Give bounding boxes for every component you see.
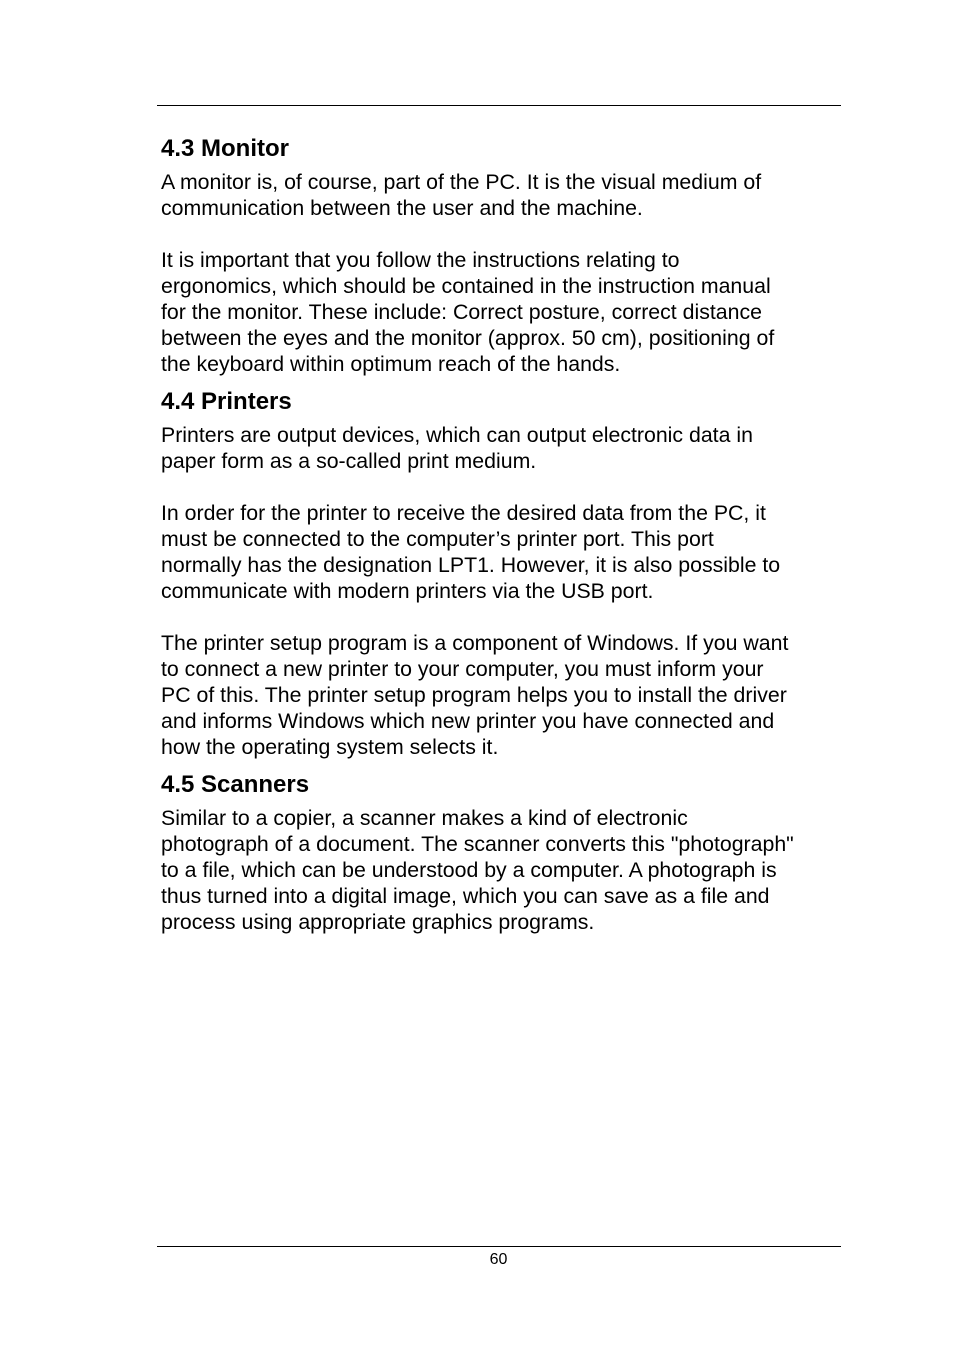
section-scanners xyxy=(161,769,851,935)
text-line: In order for the printer to receive the desired data from the PC, it xyxy=(161,501,766,525)
text-line: PC of this. The printer setup program helps you to install the driver xyxy=(161,683,787,707)
text-line: photograph of a document. The scanner converts this "photograph" xyxy=(161,832,794,856)
page-content xyxy=(161,133,851,935)
section-heading: 4.3 Monitor xyxy=(161,135,290,162)
section-printers xyxy=(161,386,851,760)
text-line: It is important that you follow the instructions relating to xyxy=(161,248,680,272)
text-line: between the eyes and the monitor (approx. 50 cm), positioning of xyxy=(161,326,775,350)
text-line: and informs Windows which new printer you have connected and xyxy=(161,709,775,733)
text-line: normally has the designation LPT1. However, it is also possible to xyxy=(161,553,781,577)
text-line: Similar to a copier, a scanner makes a kind of electronic xyxy=(161,806,688,830)
text-line: communication between the user and the machine. xyxy=(161,196,643,220)
paragraph xyxy=(161,500,851,604)
section-heading: 4.5 Scanners xyxy=(161,771,310,798)
section-monitor xyxy=(161,133,851,377)
text-line: the keyboard within optimum reach of the hands. xyxy=(161,352,621,376)
text-line: to connect a new printer to your computer, you must inform your xyxy=(161,657,764,681)
text-line: to a file, which can be understood by a computer. A photograph is xyxy=(161,858,777,882)
text-line: process using appropriate graphics programs. xyxy=(161,910,595,934)
header-rule xyxy=(157,105,841,106)
text-line: Printers are output devices, which can output electronic data in xyxy=(161,423,753,447)
text-line: paper form as a so-called print medium. xyxy=(161,449,537,473)
paragraph xyxy=(161,422,851,474)
paragraph xyxy=(161,169,851,221)
paragraph xyxy=(161,247,851,377)
text-line: must be connected to the computer’s printer port. This port xyxy=(161,527,714,551)
footer-rule xyxy=(157,1246,841,1247)
text-line: ergonomics, which should be contained in the instruction manual xyxy=(161,274,771,298)
text-line: thus turned into a digital image, which you can save as a file and xyxy=(161,884,770,908)
paragraph xyxy=(161,805,851,935)
text-line: for the monitor. These include: Correct posture, correct distance xyxy=(161,300,762,324)
text-line: The printer setup program is a component of Windows. If you want xyxy=(161,631,789,655)
paragraph xyxy=(161,630,851,760)
page-number: 60 xyxy=(489,1251,508,1268)
text-line: communicate with modern printers via the USB port. xyxy=(161,579,654,603)
text-line: A monitor is, of course, part of the PC. It is the visual medium of xyxy=(161,170,762,194)
section-heading: 4.4 Printers xyxy=(161,388,292,415)
text-line: how the operating system selects it. xyxy=(161,735,499,759)
